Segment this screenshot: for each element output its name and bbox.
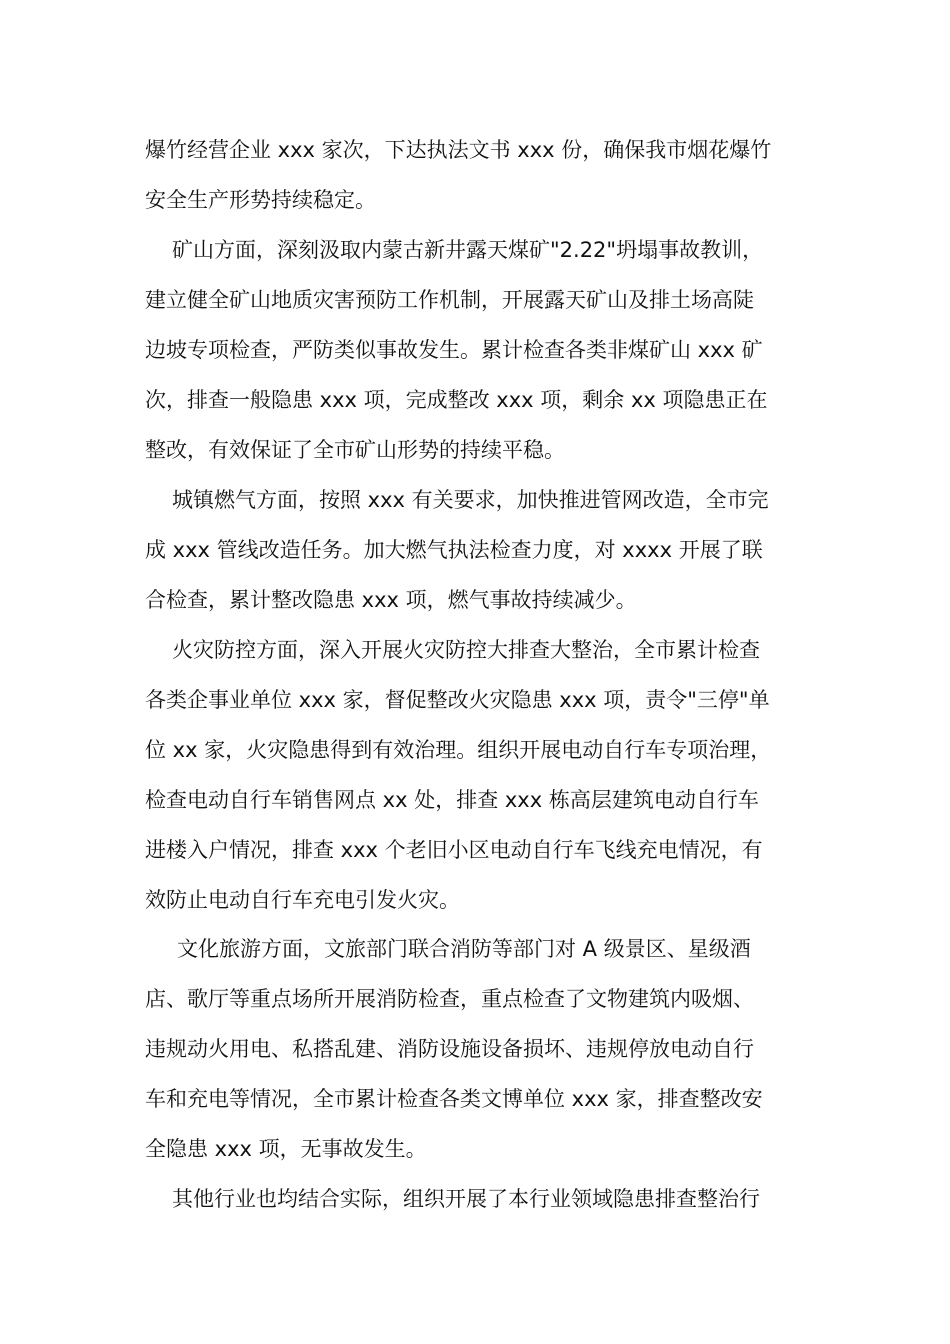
text-line: 次，排查一般隐患 xxx 项，完成整改 xxx 项，剩余 xx 项隐患正在 bbox=[145, 388, 768, 412]
text-line: 安全生产形势持续稳定。 bbox=[145, 188, 376, 212]
text-line: 违规动火用电、私搭乱建、消防设施设备损坏、违规停放电动自行 bbox=[145, 1037, 754, 1061]
paragraph-first-line: 其他行业也均结合实际，组织开展了本行业领域隐患排查整治行 bbox=[172, 1187, 760, 1211]
text-line: 合检查，累计整改隐患 xxx 项，燃气事故持续减少。 bbox=[145, 588, 637, 612]
paragraph-first-line: 文化旅游方面，文旅部门联合消防等部门对 A 级景区、星级酒 bbox=[177, 937, 751, 961]
paragraph-first-line: 矿山方面，深刻汲取内蒙古新井露天煤矿"2.22"坍塌事故教训， bbox=[172, 238, 764, 262]
text-line: 进楼入户情况，排查 xxx 个老旧小区电动自行车飞线充电情况，有 bbox=[145, 838, 763, 862]
text-line: 各类企事业单位 xxx 家，督促整改火灾隐患 xxx 项，责令"三停"单 bbox=[145, 688, 770, 712]
text-line: 边坡专项检查，严防类似事故发生。累计检查各类非煤矿山 xxx 矿 bbox=[145, 338, 763, 362]
text-line: 车和充电等情况，全市累计检查各类文博单位 xxx 家，排查整改安 bbox=[145, 1087, 763, 1111]
text-line: 建立健全矿山地质灾害预防工作机制，开展露天矿山及排土场高陡 bbox=[145, 288, 754, 312]
text-line: 成 xxx 管线改造任务。加大燃气执法检查力度，对 xxxx 开展了联 bbox=[145, 538, 763, 562]
text-line: 位 xx 家，火灾隐患得到有效治理。组织开展电动自行车专项治理， bbox=[145, 738, 772, 762]
text-line: 效防止电动自行车充电引发火灾。 bbox=[145, 888, 460, 912]
paragraph-first-line: 火灾防控方面，深入开展火灾防控大排查大整治，全市累计检查 bbox=[172, 638, 760, 662]
paragraph-first-line: 城镇燃气方面，按照 xxx 有关要求，加快推进管网改造，全市完 bbox=[172, 488, 769, 512]
text-line: 爆竹经营企业 xxx 家次，下达执法文书 xxx 份，确保我市烟花爆竹 bbox=[145, 138, 772, 162]
text-line: 整改，有效保证了全市矿山形势的持续平稳。 bbox=[145, 438, 565, 462]
text-line: 检查电动自行车销售网点 xx 处，排查 xxx 栋高层建筑电动自行车 bbox=[145, 788, 759, 812]
text-line: 店、歌厅等重点场所开展消防检查，重点检查了文物建筑内吸烟、 bbox=[145, 987, 754, 1011]
text-line: 全隐患 xxx 项，无事故发生。 bbox=[145, 1137, 427, 1161]
